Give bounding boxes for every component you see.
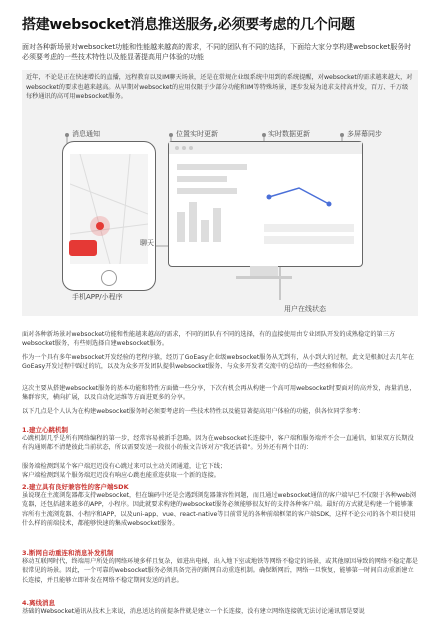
section-body-1: 心跳机制几乎是所有网络编程的第一步，经常容易被新手忽略。因为在websocket长连接中，客户端和服务端并不会一直通信，如果双方长期没有沟通则都不清楚彼此当前状态，所以需要发送一段很小的报文告诉对方"我还活着"。另外还有两个目的： [22,435,414,452]
label-realtime-data: 实时数据更新 [268,130,310,138]
chat-bubble-icon [69,240,97,256]
section-body-2: 虽说现在主流浏览器都支持websocket，但在编码中还是会遇到浏览器兼容性问题，而且通过websocket通信的客户端早已不仅限于各种web浏览器，还包括越来越多的APP，小程序。因此就要求构建的websocket服务必须能够很友好的支持各种客户端。最好的方式就是构建一个能够兼容所有主流浏览器、小程序和APP，以及uni-app、vue、react-native等目前常见的各种前端框架的客户端SDK，这样不论公司的各个项目使用什么样的前端技术，都能够快速的集成websocket服务。 [22,492,416,528]
intro-text: 近年，不论是正在快速增长的直播，远程教育以及IM聊天场景，还是在常规企业级系统中用到的系统提醒，对websocket的需求越来越大，对websocket的要求也越来越高。从早期对websocket的应用仅限于少部分功能和IM等特殊场景，逐步发展为追求支持高并发，百万、千万级每秒通讯的高可用websocket服务。 [26,74,413,100]
phone-home-button [101,270,117,286]
section-heading-3: 3.断网自动重连和消息补发机制 [22,549,114,557]
label-chat: 聊天 [140,239,154,247]
body-paragraph-2: 作为一个具有多年websocket开发经验的老程序猿，经历了GoEasy企业级websocket服务从无到有，从小到大的过程，此文是根据过去几年在GoEasy开发过程中踩过的坑，以及为众多开发团队提供websocket服务、与众多开发者交流中的总结的一些经验和体会。 [22,354,414,371]
body-paragraph-3: 这次主要从搭建websocket服务的基本功能和特性方面做一些分享，下次有机会再从构建一个高可用websocket时要面对的高并发，海量消息，集群容灾，横向扩展，以及自动化运维等方面进更多的分享。 [22,385,416,402]
phone-illustration [62,141,156,291]
section-heading-1: 1.建立心跳机制 [22,426,68,434]
monitor-illustration [168,141,363,267]
section-body-3: 移动互联网时代，终端用户所处的网络环境多样且复杂，如进出电梯，出入地下室或地铁等网络不稳定的场景，或其他原因导致的网络不稳定都是很常见的场景。因此，一个可靠的websocket服务必须具备完善的断网自动重连机制。确保断网后，网络一旦恢复，能够第一时间自动重新建立长连接，并且能够立即补发在网络不稳定期间发送的消息。 [22,558,418,584]
lead-paragraph: 面对各种新场景对websocket功能和性能越来越高的需求，不同的团队有不同的选择，下面给大家分享构建websocket服务时必须要考虑的一些技术特性以及能显著提高用户体验的功能 [22,43,412,61]
section-heading-4: 4.离线消息 [22,599,55,607]
section-heading-2: 2.建立具有良好兼容性的客户端SDK [22,483,129,491]
article-title: 搭建websocket消息推送服务,必须要考虑的几个问题 [22,17,355,33]
section-body-1c: 客户端检测到某个服务端迟迟没有响应心跳也能重连获取一个新的连接。 [22,472,220,479]
label-user-online: 用户在线状态 [284,305,326,313]
label-mobile-app: 手机APP/小程序 [72,293,123,301]
dashboard-graphic [169,142,362,266]
section-body-4: 基础的Websocket通讯从技术上来说，消息送达的前提条件就是建立一个长连接，没有建立网络连接就无法讨论通讯那是要说 [22,608,365,615]
section-body-1b: 服务端检测到某个客户端迟迟没有心跳过来可以主动关闭通道，让它下线； [22,463,227,470]
monitor-base [236,276,292,279]
body-paragraph-1: 面对各种新场景对websocket功能和性能越来越高的需求，不同的团队有不同的选择，有的直接使用由专业团队开发的成熟稳定的第三方websocket服务，有些则选择自建websocket服务。 [22,331,396,348]
monitor-stand [250,266,278,276]
body-paragraph-4: 以下几点是个人认为在构建websocket服务时必须要考虑的一些技术特性以及能显著提高用户体验的功能，供各位同学参考： [22,408,365,415]
label-msg-notify: 消息通知 [72,130,100,138]
label-realtime-location: 位置实时更新 [176,130,218,138]
label-multi-screen-sync: 多屏幕同步 [347,130,382,138]
